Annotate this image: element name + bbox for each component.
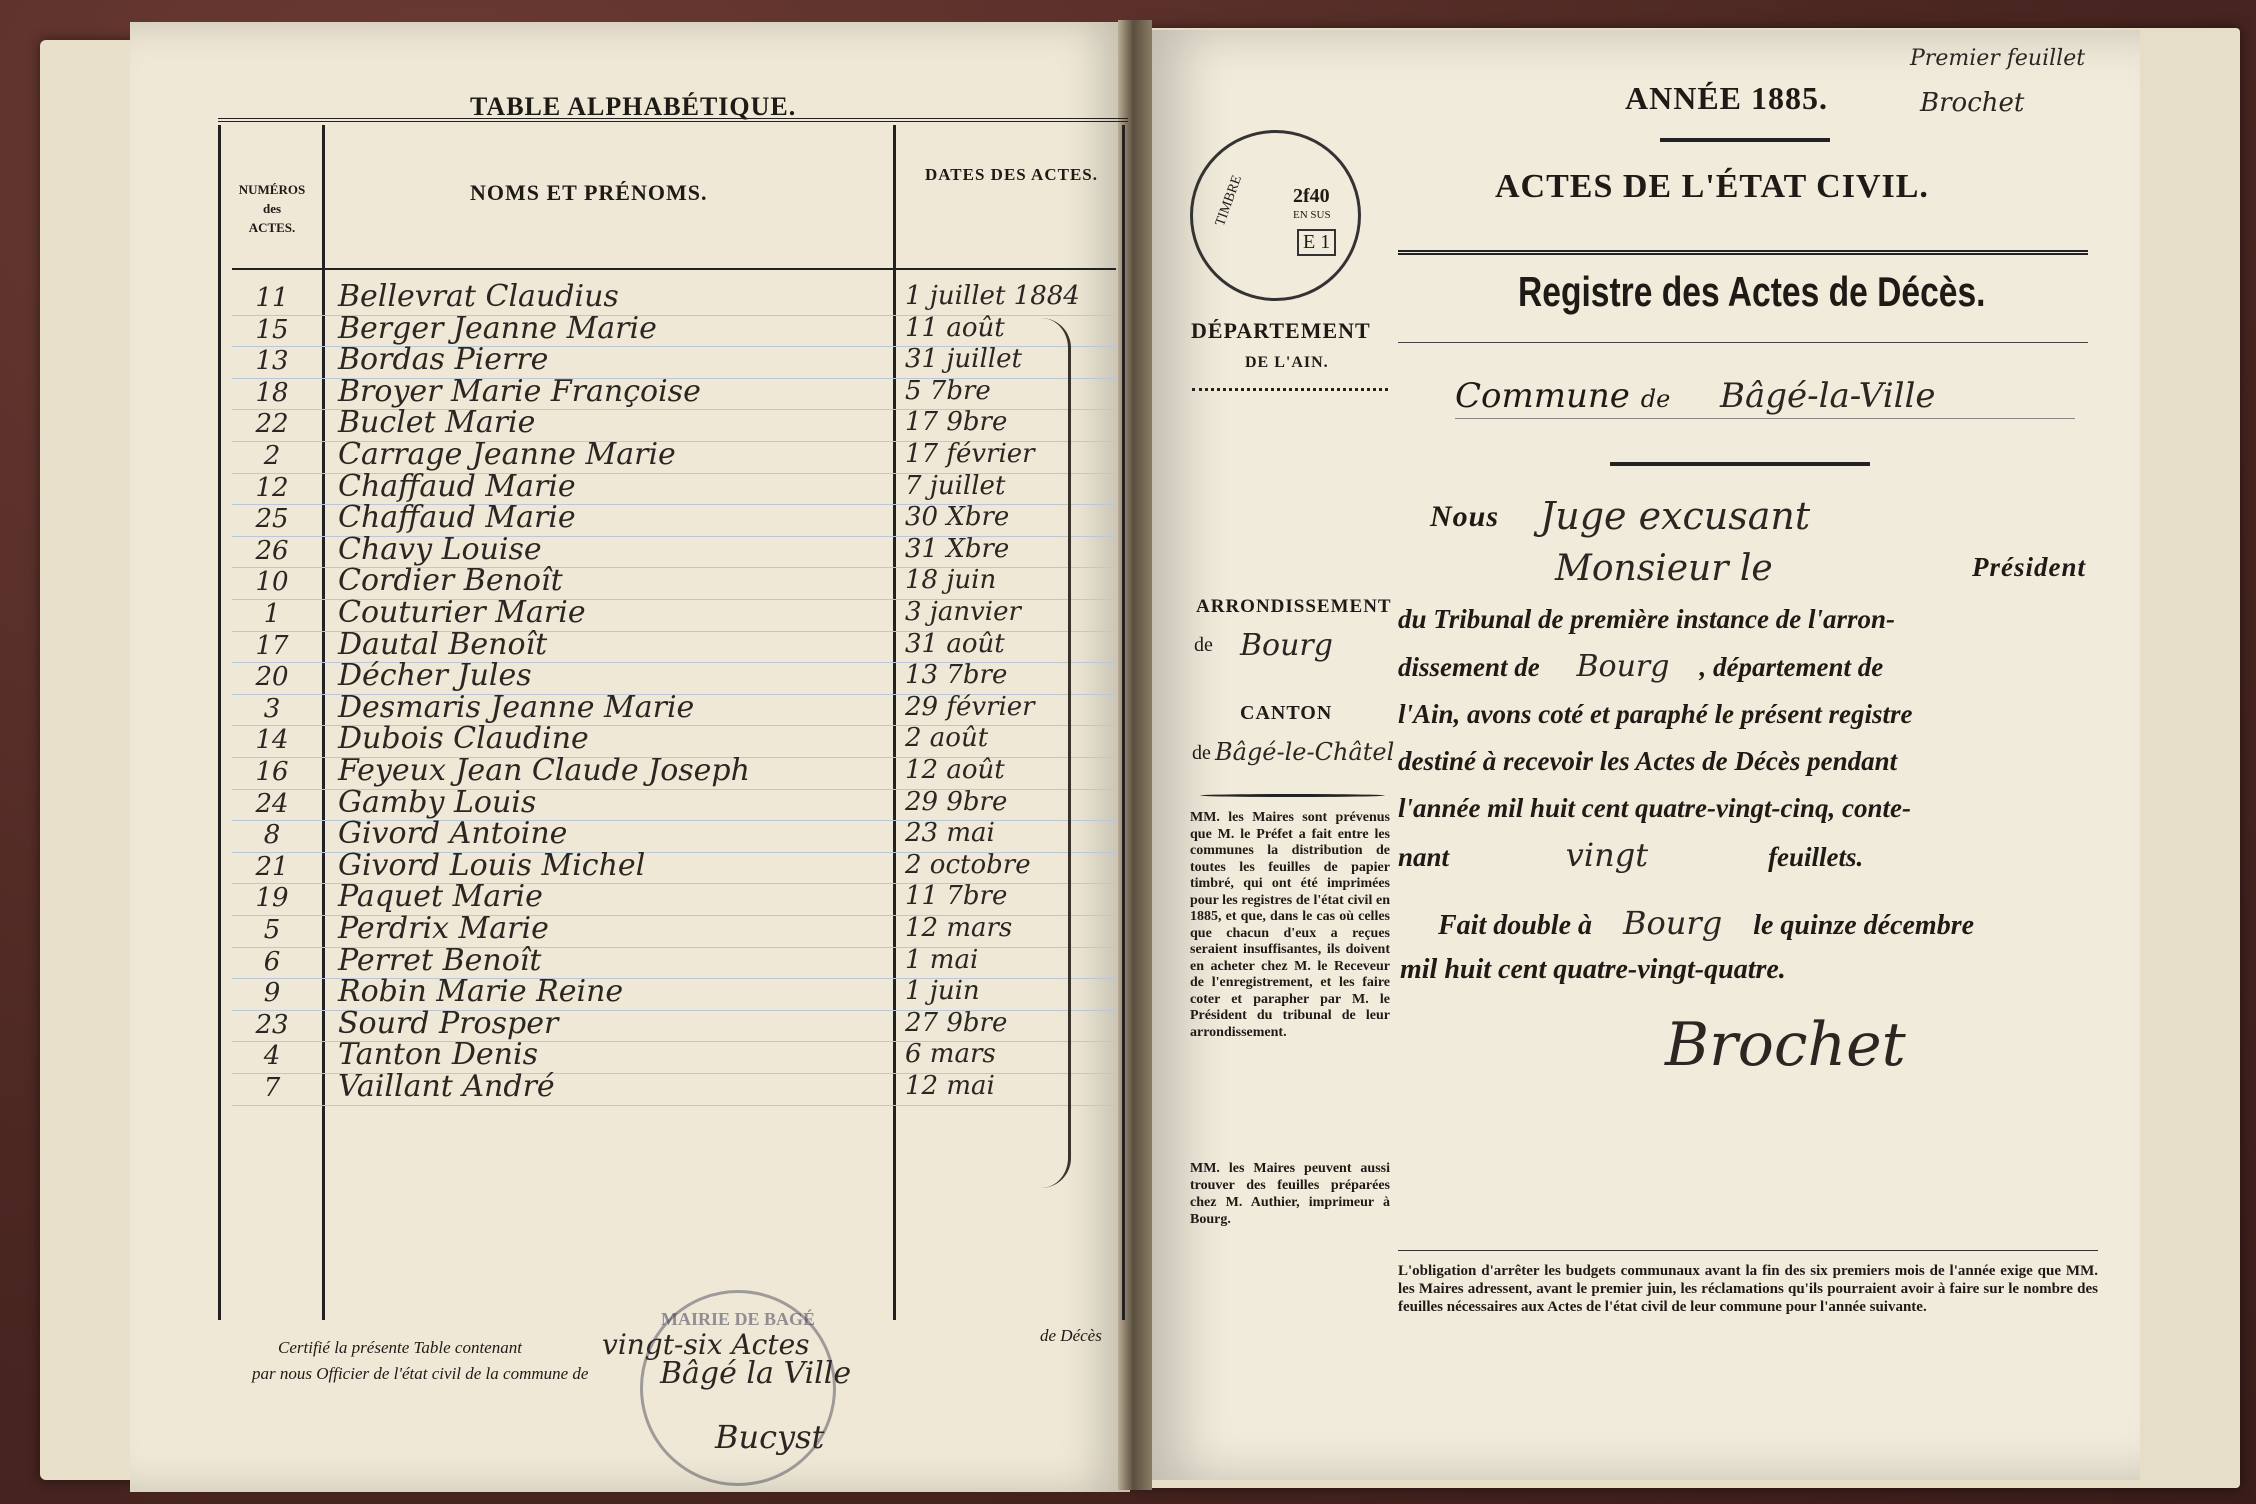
row-name: Vaillant André bbox=[338, 1069, 555, 1104]
right-signature: Brochet bbox=[1665, 1010, 1906, 1080]
body-line-4: destiné à recevoir les Actes de Décès pendant bbox=[1398, 746, 1898, 776]
cert-commune: Bâgé la Ville bbox=[660, 1356, 852, 1391]
row-number: 9 bbox=[263, 978, 281, 1009]
cert-line-1-end: de Décès bbox=[1040, 1326, 1102, 1345]
canton-de: de bbox=[1192, 742, 1211, 764]
nous-handwritten-2: Monsieur le bbox=[1555, 548, 1773, 589]
row-name: Berger Jeanne Marie bbox=[338, 310, 657, 346]
row-date: 1 mai bbox=[905, 944, 979, 975]
row-number: 18 bbox=[255, 377, 289, 408]
row-number: 12 bbox=[255, 472, 289, 503]
row-name: Décher Jules bbox=[338, 658, 532, 694]
row-name: Paquet Marie bbox=[338, 879, 543, 915]
tax-stamp: TIMBRE 2f40 EN SUS E 1 bbox=[1190, 130, 1361, 301]
row-name: Couturier Marie bbox=[338, 595, 586, 630]
row-name: Desmaris Jeanne Marie bbox=[338, 689, 695, 725]
header-dates: DATES DES ACTES. bbox=[925, 165, 1098, 184]
table-date-divider bbox=[893, 125, 896, 1320]
cert-line-1: Certifié la présente Table contenant bbox=[278, 1338, 522, 1357]
row-date: 30 Xbre bbox=[905, 502, 1010, 533]
row-name: Broyer Marie Françoise bbox=[338, 373, 701, 409]
row-name: Feyeux Jean Claude Joseph bbox=[338, 753, 750, 788]
row-date: 29 9bre bbox=[905, 786, 1008, 817]
row-name: Perdrix Marie bbox=[338, 911, 549, 946]
row-name: Perret Benoît bbox=[338, 942, 542, 978]
president-label: Président bbox=[1972, 552, 2086, 582]
row-date: 17 9bre bbox=[905, 407, 1008, 438]
nous-handwritten-1: Juge excusant bbox=[1540, 494, 1811, 538]
cert-count: vingt-six Actes bbox=[602, 1328, 810, 1361]
row-date: 17 février bbox=[905, 439, 1035, 469]
row-date: 18 juin bbox=[905, 565, 997, 596]
row-number: 26 bbox=[255, 535, 289, 566]
row-number: 23 bbox=[255, 1009, 289, 1040]
fait-line-2: mil huit cent quatre-vingt-quatre. bbox=[1400, 954, 1786, 985]
departement-label: DÉPARTEMENT bbox=[1191, 318, 1371, 343]
row-number: 14 bbox=[255, 725, 289, 756]
row-date: 11 août bbox=[905, 312, 1005, 343]
row-date: 27 9bre bbox=[905, 1007, 1008, 1038]
row-number: 21 bbox=[255, 851, 289, 882]
actes-rule bbox=[1398, 250, 2088, 255]
row-date: 31 août bbox=[905, 628, 1005, 659]
row-number: 22 bbox=[255, 409, 289, 440]
date-bracket bbox=[1030, 318, 1071, 1188]
row-number: 15 bbox=[255, 314, 289, 345]
corner-note: Premier feuillet bbox=[1910, 46, 2086, 71]
row-date: 6 mars bbox=[905, 1039, 996, 1070]
row-number: 13 bbox=[255, 346, 289, 377]
table-left-border bbox=[218, 125, 221, 1320]
row-date: 1 juin bbox=[905, 976, 980, 1007]
canton-name: Bâgé-le-Châtel bbox=[1215, 738, 1395, 766]
departement-rule bbox=[1192, 388, 1388, 391]
left-signature: Bucyst bbox=[715, 1418, 825, 1456]
row-name: Cordier Benoît bbox=[338, 563, 563, 599]
row-name: Givord Antoine bbox=[338, 816, 568, 852]
row-name: Dautal Benoît bbox=[338, 626, 548, 662]
row-date: 12 mars bbox=[905, 913, 1013, 943]
corner-signature: Brochet bbox=[1920, 88, 2025, 118]
row-name: Robin Marie Reine bbox=[338, 974, 624, 1010]
row-name: Carrage Jeanne Marie bbox=[338, 437, 676, 472]
row-number: 7 bbox=[263, 1073, 281, 1103]
row-number: 11 bbox=[255, 283, 289, 313]
year-heading: ANNÉE 1885. bbox=[1625, 80, 1829, 116]
row-date: 1 juillet 1884 bbox=[905, 281, 1080, 311]
commune-name: Bâgé-la-Ville bbox=[1720, 376, 1936, 416]
row-date: 23 mai bbox=[905, 818, 995, 849]
row-number: 2 bbox=[263, 441, 281, 471]
row-number: 20 bbox=[255, 662, 289, 693]
row-name: Tanton Denis bbox=[338, 1037, 538, 1073]
row-name: Chaffaud Marie bbox=[338, 468, 576, 504]
row-date: 3 janvier bbox=[905, 597, 1021, 627]
row-number: 19 bbox=[255, 883, 289, 914]
row-name: Dubois Claudine bbox=[338, 721, 589, 757]
row-date: 12 août bbox=[905, 755, 1005, 785]
row-name: Bordas Pierre bbox=[338, 342, 549, 378]
row-name: Gamby Louis bbox=[338, 784, 537, 820]
body-line-5: l'année mil huit cent quatre-vingt-cinq, conte- bbox=[1398, 793, 1911, 823]
maires-note-1: MM. les Maires sont prévenus que M. le Préfet a fait entre les communes la distribution de toutes les feuilles de papier timbré, qui ont été imprimées pour les registres de l'état civil en 1885, et que, dans le cas où celles que chacun d'eux a reçues seraient insuffisantes, ils doivent en acheter chez M. le Receveur de l'enregistrement, et les faire coter et parapher par M. le Président du tribunal de leur arrondissement. bbox=[1190, 810, 1390, 1040]
mairie-stamp: MAIRIE DE BAGÉ bbox=[640, 1290, 836, 1486]
row-number: 10 bbox=[255, 567, 289, 598]
arr-de: de bbox=[1194, 634, 1213, 656]
row-date: 13 7bre bbox=[905, 660, 1008, 691]
row-number: 5 bbox=[263, 915, 281, 945]
row-date: 31 juillet bbox=[905, 344, 1022, 375]
actes-title: ACTES DE L'ÉTAT CIVIL. bbox=[1495, 168, 1929, 205]
header-numeros: NUMÉROS des ACTES. bbox=[238, 182, 306, 235]
commune-ornament bbox=[1610, 462, 1870, 466]
row-number: 24 bbox=[255, 788, 289, 819]
row-date: 31 Xbre bbox=[905, 533, 1010, 564]
nous-label: Nous bbox=[1430, 500, 1500, 533]
canton-ornament bbox=[1200, 794, 1385, 797]
table-right-border bbox=[1122, 125, 1125, 1320]
row-number: 3 bbox=[263, 693, 281, 724]
commune-label: Commune de bbox=[1455, 376, 1671, 416]
de-l-ain-label: DE L'AIN. bbox=[1245, 354, 1329, 371]
year-ornament bbox=[1660, 138, 1830, 142]
table-num-divider bbox=[322, 125, 325, 1320]
decree-body bbox=[1398, 596, 2098, 881]
row-date: 11 7bre bbox=[905, 881, 1008, 912]
commune-rule bbox=[1455, 418, 2075, 419]
left-page-title: TABLE ALPHABÉTIQUE. bbox=[470, 92, 797, 121]
fait-line-1: Fait double à Bourg le quinze décembre bbox=[1438, 904, 1975, 942]
cert-line-2: par nous Officier de l'état civil de la commune de bbox=[252, 1364, 589, 1383]
body-line-3: l'Ain, avons coté et paraphé le présent registre bbox=[1398, 699, 1913, 729]
row-name: Buclet Marie bbox=[338, 405, 536, 441]
canton-label: CANTON bbox=[1240, 702, 1333, 724]
row-name: Sourd Prosper bbox=[338, 1005, 559, 1041]
maires-note-2: MM. les Maires peuvent aussi trouver des feuilles préparées chez M. Authier, imprimeur à Bourg. bbox=[1190, 1161, 1390, 1227]
arrondissement-label: ARRONDISSEMENT bbox=[1196, 596, 1392, 617]
row-date: 12 mai bbox=[905, 1071, 995, 1101]
row-date: 5 7bre bbox=[905, 375, 991, 406]
row-number: 8 bbox=[263, 820, 281, 851]
row-name: Bellevrat Claudius bbox=[338, 279, 619, 314]
row-date: 2 octobre bbox=[905, 849, 1031, 880]
row-number: 17 bbox=[255, 630, 289, 661]
footer-note: L'obligation d'arrêter les budgets communaux avant la fin des six premiers mois de l'année exige que MM. les Maires adressent, avant le premier juin, les réclamations qu'ils pourraient avoir à faire sur le nombre des feuilles nécessaires aux Actes de l'état civil de leur commune pour l'année suivante. bbox=[1398, 1263, 2098, 1315]
row-number: 25 bbox=[255, 504, 289, 535]
row-date: 7 juillet bbox=[905, 470, 1006, 501]
row-name: Chavy Louise bbox=[338, 531, 542, 567]
row-name: Givord Louis Michel bbox=[338, 847, 646, 883]
body-line-1: du Tribunal de première instance de l'arron- bbox=[1398, 604, 1896, 634]
table-header-rule bbox=[232, 268, 1116, 270]
body-line-2: dissement de Bourg , département de bbox=[1398, 649, 1884, 684]
row-name: Chaffaud Marie bbox=[338, 500, 576, 536]
row-number: 16 bbox=[255, 757, 289, 787]
row-number: 6 bbox=[263, 946, 281, 977]
body-line-6: nant vingt feuillets. bbox=[1398, 836, 1864, 874]
header-names: NOMS ET PRÉNOMS. bbox=[470, 180, 708, 205]
registre-title: Registre des Actes de Décès. bbox=[1518, 268, 1986, 315]
arr-name: Bourg bbox=[1240, 628, 1333, 663]
row-number: 4 bbox=[263, 1041, 281, 1072]
registre-rule bbox=[1398, 342, 2088, 343]
row-date: 2 août bbox=[905, 723, 989, 754]
row-date: 29 février bbox=[905, 691, 1035, 722]
row-number: 1 bbox=[263, 599, 281, 629]
footer-rule bbox=[1398, 1250, 2098, 1251]
table-row-rule bbox=[232, 1105, 1116, 1106]
